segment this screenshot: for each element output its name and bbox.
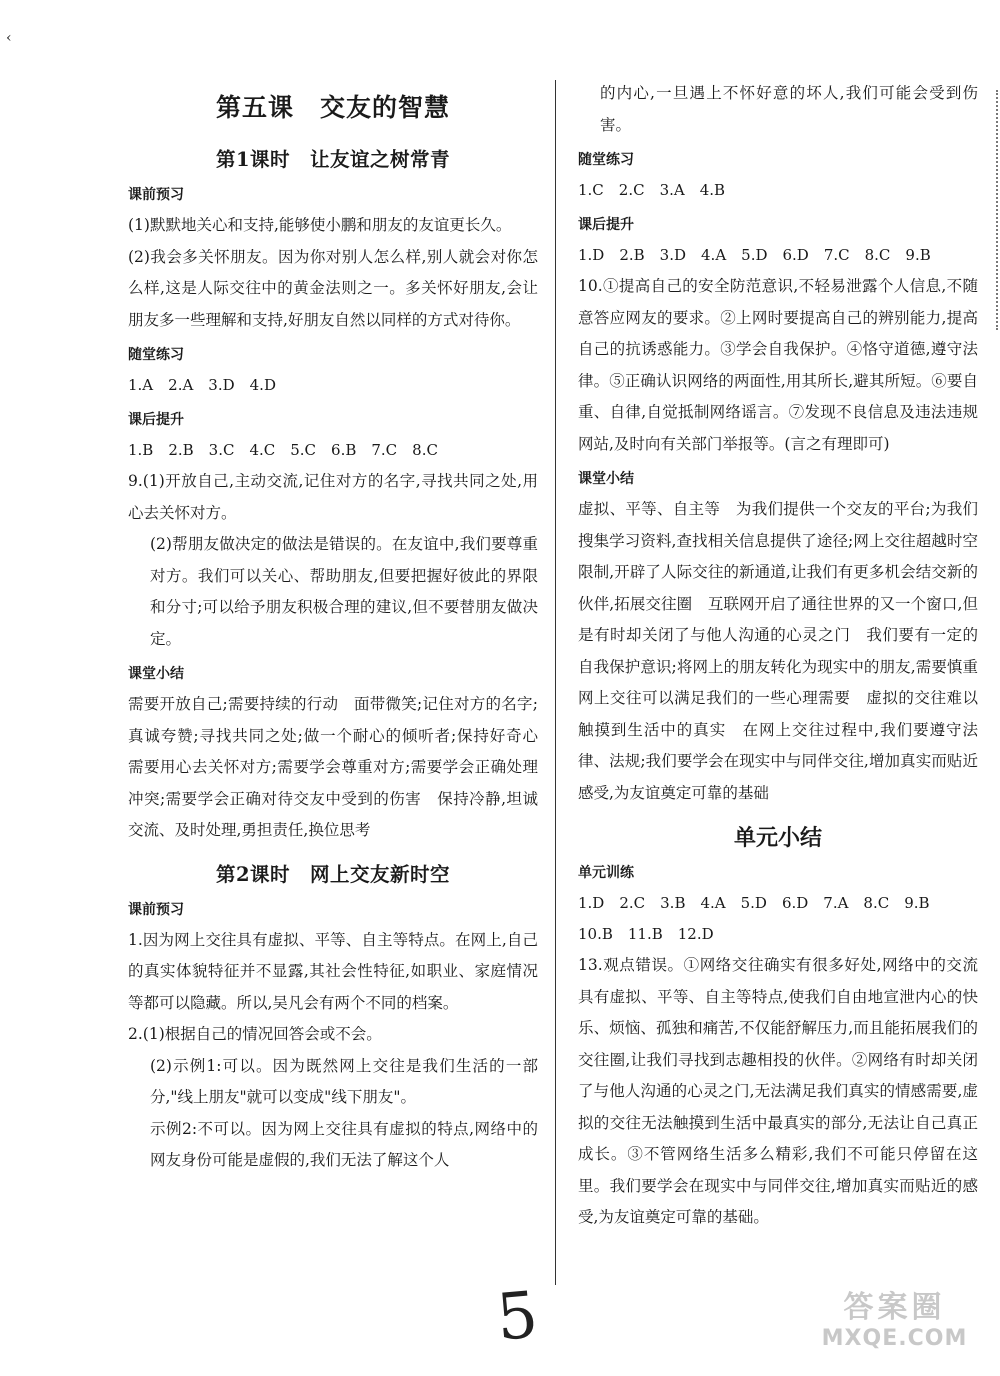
preview-2-question-1: 1.因为网上交往具有虚拟、平等、自主等特点。在网上,自己的真实体貌特征并不显露,其社会性特征,如职业、家庭情况等都可以隐藏。所以,吴凡会有两个不同的档案。 — [128, 930, 538, 1012]
right-column — [578, 78, 994, 1234]
summary-2-text: 虚拟、平等、自主等 为我们提供一个交友的平台;为我们搜集学习资料,查找相关信息提供了途径;网上交往超越时空限制,开辟了人际交往的新通道,让我们有更多机会结交新的伙伴,拓展交往圈 互联网开启了通往世界的又一个窗口,但是有时却关闭了与他人沟通的心灵之门 我们要有一定的自我保护意识;将网上的朋友转化为现实中的朋友,需要慎重 网上交往可以满足我们的一些心理需要 虚拟的交往难以触摸到生活中的真实 在网上交往过程中,我们要遵守法律、法规;我们要学会在现实中与同伴交往,增加真实而贴近感受,为友谊奠定可靠的基础 — [578, 500, 994, 802]
edge-mark: ‹ — [6, 30, 12, 46]
unit-summary-title: 单元小结 — [733, 825, 822, 851]
section-summary-2: 课堂小结 — [578, 471, 634, 487]
section-after-class-2: 课后提升 — [578, 217, 634, 233]
after-class-1-answers: 1.B 2.B 3.C 4.C 5.C 6.B 7.C 8.C — [128, 441, 438, 459]
after-class-2-answers: 1.D 2.B 3.D 4.A 5.D 6.D 7.C 8.C 9.B — [578, 246, 931, 264]
practice-1-answers: 1.A 2.A 3.D 4.D — [128, 376, 276, 394]
section-unit-training: 单元训练 — [578, 865, 634, 881]
left-column — [128, 78, 554, 1177]
preview-2-question-2a: 2.(1)根据自己的情况回答会或不会。 — [128, 1025, 382, 1043]
question-9-part-1: 9.(1)开放自己,主动交流,记住对方的名字,寻找共同之处,用心去关怀对方。 — [128, 472, 538, 522]
watermark-url: MXQE.COM — [821, 1326, 968, 1351]
practice-2-answers: 1.C 2.C 3.A 4.B — [578, 181, 726, 199]
section-after-class-1: 课后提升 — [128, 412, 184, 428]
section-preview-2: 课前预习 — [128, 901, 184, 918]
section-summary-1: 课堂小结 — [128, 666, 184, 682]
preview-2-question-2c: 示例2:不可以。因为网上交往具有虚拟的特点,网络中的网友身份可能是虚假的,我们无法了解这个人 — [150, 1119, 538, 1169]
question-9-part-2: (2)帮朋友做决定的做法是错误的。在友谊中,我们要尊重对方。我们可以关心、帮助朋友,但要把握好彼此的界限和分寸;可以给予朋友积极合理的建议,但不要替朋友做决定。 — [150, 535, 538, 648]
column-divider — [555, 80, 556, 1285]
page-number: 5 — [493, 1278, 541, 1356]
watermark-logo — [807, 1282, 982, 1362]
unit-answers-line-1: 1.D 2.C 3.B 4.A 5.D 6.D 7.A 8.C 9.B — [578, 894, 930, 912]
continued-text: 的内心,一旦遇上不怀好意的坏人,我们可能会受到伤害。 — [600, 84, 978, 134]
chapter-title: 第五课 交友的智慧 — [215, 93, 450, 122]
preview-1-answer-1: (1)默默地关心和支持,能够使小鹏和朋友的友谊更长久。 — [128, 216, 512, 234]
unit-answers-line-2: 10.B 11.B 12.D — [578, 925, 714, 943]
lesson-1-title: 第1课时 让友谊之树常青 — [215, 148, 451, 171]
section-practice-2: 随堂练习 — [578, 152, 634, 168]
section-practice-1: 随堂练习 — [128, 347, 184, 363]
lesson-2-title: 第2课时 网上交友新时空 — [215, 862, 451, 886]
summary-1-text: 需要开放自己;需要持续的行动 面带微笑;记住对方的名字;真诚夸赞;寻找共同之处;做一个耐心的倾听者;保持好奇心 需要用心去关怀对方;需要学会尊重对方;需要学会正确处理冲突;需要学会正确对待交友中受到的伤害 保持冷静,坦诚交流、及时处理,勇担责任,换位思考 — [128, 695, 554, 839]
question-13: 13.观点错误。①网络交往确实有很多好处,网络中的交流具有虚拟、平等、自主等特点,使我们自由地宣泄内心的快乐、烦恼、孤独和痛苦,不仅能舒解压力,而且能拓展我们的交往圈,让我们寻找到志趣相投的伙伴。②网络有时却关闭了与他人沟通的心灵之门,无法满足我们真实的情感需要,虚拟的交往无法触摸到生活中最真实的部分,无法让自己真正成长。③不管网络生活多么精彩,我们不可能只停留在这里。我们要学会在现实中与同伴交往,增加真实而贴近的感受,为友谊奠定可靠的基础。 — [578, 956, 978, 1226]
preview-1-answer-2: (2)我会多关怀朋友。因为你对别人怎么样,别人就会对你怎么样,这是人际交往中的黄金法则之一。多关怀好朋友,会让朋友多一些理解和支持,好朋友自然以同样的方式对待你。 — [128, 247, 538, 329]
question-10: 10.①提高自己的安全防范意识,不轻易泄露个人信息,不随意答应网友的要求。②上网时要提高自己的辨别能力,提高自己的抗诱惑能力。③学会自我保护。④恪守道德,遵守法律。⑤正确认识网络的两面性,用其所长,避其所短。⑥要自重、自律,自觉抵制网络谣言。⑦发现不良信息及违法违规网站,及时向有关部门举报等。(言之有理即可) — [578, 277, 978, 453]
watermark-logo-text: 答案圈 — [843, 1290, 946, 1325]
binding-edge-dots — [996, 90, 998, 330]
section-preview-1: 课前预习 — [128, 187, 184, 203]
preview-2-question-2b: (2)示例1:可以。因为既然网上交往是我们生活的一部分,"线上朋友"就可以变成"线下朋友"。 — [150, 1056, 538, 1106]
